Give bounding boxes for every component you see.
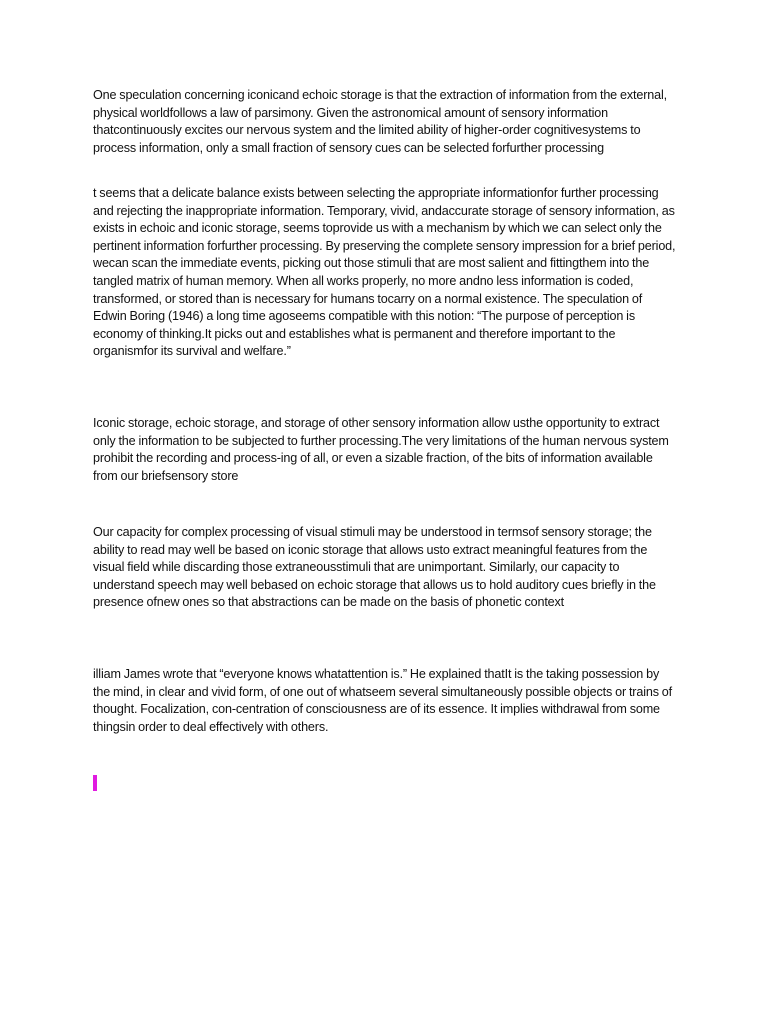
paragraph-william-james: illiam James wrote that “everyone knows whatattention is.” He explained thatIt is the taking possession by the mind, in clear and vivid form, of one out of whatseem several simultaneously possible objects or trains of thought. Focalization, con-centration of consciousness are of its essence. It implies withdrawal from some thingsin order to deal effectively with others. [93, 667, 672, 734]
paragraph-balance: t seems that a delicate balance exists between selecting the appropriate informationfor further processing and rejecting the inappropriate information. Temporary, vivid, andaccurate storage of sensory information, as exists in echoic and iconic storage, seems toprovide us with a mechanism by which we can select only the pertinent information forfurther processing. By preserving the complete sensory impression for a brief period, wecan scan the immediate events, picking out those stimuli that are most salient and fittingthem into the tangled matrix of human memory. When all works properly, no more andno less information is coded, transformed, or stored than is necessary for humans tocarry on a normal existence. The speculation of Edwin Boring (1946) a long time agoseems compatible with this notion: “The purpose of perception is economy of thinking.It picks out and establishes what is permanent and therefore important to the organismfor its survival and welfare.” [93, 186, 676, 359]
paragraph-complex-processing: Our capacity for complex processing of visual stimuli may be understood in termsof sensory storage; the ability to read may well be based on iconic storage that allows usto extract meaningful features from the visual field while discarding those extraneousstimuli that are unimportant. Similarly, our capacity to understand speech may well bebased on echoic storage that allows us to hold auditory cues briefly in the presence ofnew ones so that abstractions can be made on the basis of phonetic context [93, 525, 656, 610]
paragraph-parsimony: One speculation concerning iconicand echoic storage is that the extraction of information from the external, physical worldfollows a law of parsimony. Given the astronomical amount of sensory information thatcontinuously excites our nervous system and the limited ability of higher-order cognitivesystems to process information, only a small fraction of sensory cues can be selected forfurther processing [93, 88, 667, 155]
text-cursor-marker [93, 775, 97, 791]
paragraph-iconic-storage: Iconic storage, echoic storage, and storage of other sensory information allow usthe opportunity to extract only the information to be subjected to further processing.The very limitations of the human nervous system prohibit the recording and process-ing of all, or even a sizable fraction, of the bits of information available from our briefsensory store [93, 416, 669, 483]
